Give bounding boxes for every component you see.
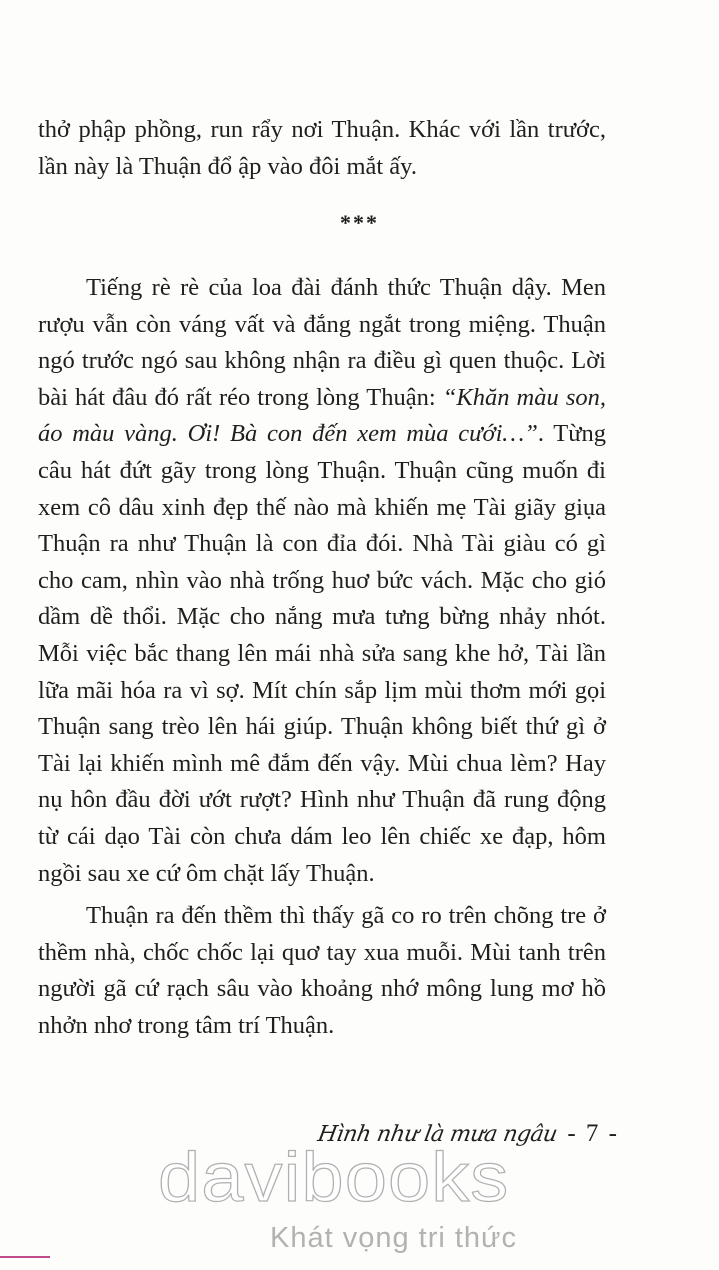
top-paragraph: thở phập phồng, run rẩy nơi Thuận. Khác với lần trước, lần này là Thuận đổ ập vào đôi mắt ấy. <box>38 116 606 180</box>
watermark <box>158 1140 578 1255</box>
paragraph-1-after-quote: . Từng câu hát đứt gãy trong lòng Thuận. Thuận cũng muốn đi xem cô dâu xinh đẹp thế nào mà khiến mẹ Tài giãy giụa Thuận ra như Thuận là con đỉa đói. Nhà Tài giàu có gì cho cam, nhìn vào nhà trống huơ bức vách. Mặc cho gió dầm dề thổi. Mặc cho nắng mưa tưng bừng nhảy nhót. Mỗi việc bắc thang lên mái nhà sửa sang khe hở, Tài lần lữa mãi hóa ra vì sợ. Mít chín sắp lịm mùi thơm mới gọi Thuận sang trèo lên hái giúp. Thuận không biết thứ gì ở Tài lại khiến mình mê đắm đến vậy. Mùi chua lèm? Hay nụ hôn đầu đời ướt rượt? Hình như Thuận đã rung động từ cái dạo Tài còn chưa dám leo lên chiếc xe đạp, hôm ngồi sau xe cứ ôm chặt lấy Thuận. <box>38 420 606 887</box>
text-block-top <box>38 112 606 185</box>
section-separator: *** <box>340 210 379 235</box>
page-number: - 7 - <box>567 1120 619 1147</box>
paragraph-1-before-quote: Tiếng rè rè của loa đài đánh thức Thuận dậy. Men rượu vẫn còn váng vất và đắng ngắt trong miệng. Thuận ngó trước ngó sau không nhận ra điều gì quen thuộc. Lời bài hát đâu đó rất réo trong lòng Thuận: <box>38 274 606 411</box>
song-quote: “Khăn màu son, áo màu vàng. Ơi! Bà con đến xem mùa cưới…” <box>38 383 606 448</box>
watermark-logo: davibooks <box>158 1138 510 1217</box>
paragraph-1 <box>38 270 606 892</box>
watermark-tagline: Khát vọng tri thức <box>270 1222 517 1254</box>
text-block-main <box>38 270 606 1044</box>
book-title: Hình như là mưa ngâu <box>316 1122 560 1147</box>
page-footer <box>318 1120 619 1148</box>
paragraph-2: Thuận ra đến thềm thì thấy gã co ro trên chõng tre ở thềm nhà, chốc chốc lại quơ tay xua muỗi. Mùi tanh trên người gã cứ rạch sâu vào khoảng nhớ mông lung mơ hồ nhởn nhơ trong tâm trí Thuận. <box>38 902 606 1039</box>
edge-mark <box>0 1256 50 1258</box>
